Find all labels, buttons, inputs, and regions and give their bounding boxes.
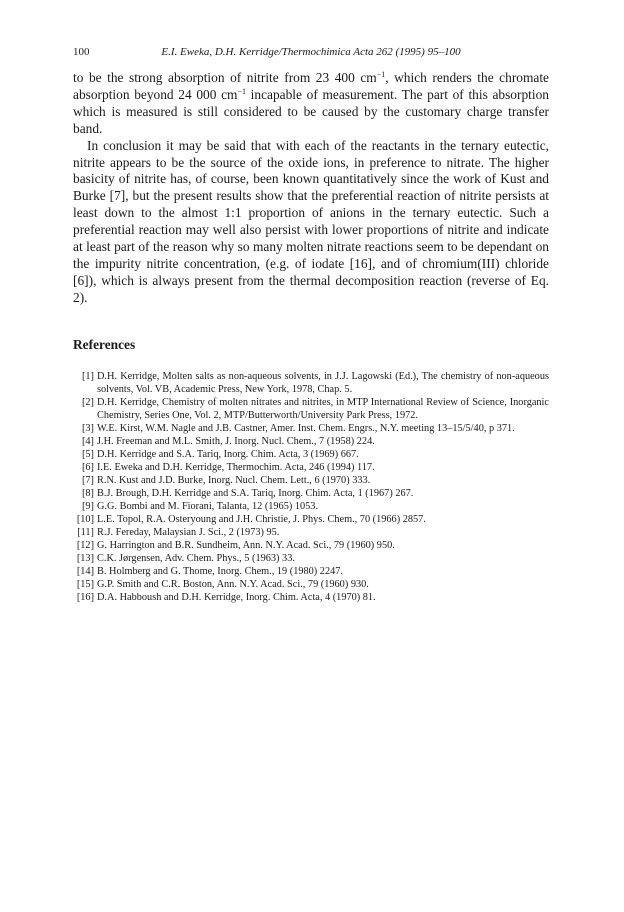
reference-number: [1] (81, 371, 94, 382)
reference-number: [2] (81, 397, 94, 408)
reference-item (73, 539, 549, 552)
reference-number: [6] (81, 462, 94, 473)
reference-item (73, 370, 549, 396)
reference-item (73, 474, 549, 487)
reference-text: I.E. Eweka and D.H. Kerridge, Thermochim. Acta, 246 (1994) 117. (97, 462, 375, 473)
running-header (73, 46, 549, 60)
reference-text: L.E. Topol, R.A. Osteryoung and J.H. Christie, J. Phys. Chem., 70 (1966) 2857. (97, 514, 426, 525)
reference-text: G.G. Bombi and M. Fiorani, Talanta, 12 (1965) 1053. (97, 501, 319, 512)
reference-text: C.K. Jørgensen, Adv. Chem. Phys., 5 (1963) 33. (97, 553, 295, 564)
reference-item (73, 591, 549, 604)
reference-item (73, 565, 549, 578)
paragraph-1-part-a: to be the strong absorption of nitrite from 23 400 cm (73, 70, 377, 85)
reference-text: R.J. Fereday, Malaysian J. Sci., 2 (1973) 95. (97, 527, 280, 538)
reference-number: [14] (76, 566, 94, 577)
reference-text: B.J. Brough, D.H. Kerridge and S.A. Tariq, Inorg. Chim. Acta, 1 (1967) 267. (97, 488, 414, 499)
reference-text: W.E. Kirst, W.M. Nagle and J.B. Castner, Amer. Inst. Chem. Engrs., N.Y. meeting 13–15/5/40, p 371. (97, 423, 515, 434)
reference-list (73, 370, 549, 604)
reference-number: [12] (76, 540, 94, 551)
reference-number: [4] (81, 436, 94, 447)
superscript-minus-one: −1 (237, 86, 246, 96)
reference-text: D.H. Kerridge, Chemistry of molten nitrates and nitrites, in MTP International Review of Science, Inorganic Chemistry, Series One, Vol. 2, MTP/Butterworth/University Park Press, 1972. (97, 397, 549, 421)
reference-item (73, 513, 549, 526)
reference-number: [10] (76, 514, 94, 525)
reference-number: [11] (77, 527, 94, 538)
reference-text: R.N. Kust and J.D. Burke, Inorg. Nucl. Chem. Lett., 6 (1970) 333. (97, 475, 371, 486)
reference-text: B. Holmberg and G. Thome, Inorg. Chem., 19 (1980) 2247. (97, 566, 343, 577)
reference-item (73, 552, 549, 565)
reference-text: G.P. Smith and C.R. Boston, Ann. N.Y. Acad. Sci., 79 (1960) 930. (97, 579, 369, 590)
page-number: 100 (73, 46, 90, 58)
reference-text: J.H. Freeman and M.L. Smith, J. Inorg. Nucl. Chem., 7 (1958) 224. (97, 436, 375, 447)
reference-item (73, 526, 549, 539)
reference-text: D.A. Habboush and D.H. Kerridge, Inorg. Chim. Acta, 4 (1970) 81. (97, 592, 376, 603)
reference-number: [7] (81, 475, 94, 486)
paragraph-1 (73, 70, 549, 138)
reference-item (73, 435, 549, 448)
paragraph-2: In conclusion it may be said that with each of the reactants in the ternary eutectic, nitrite appears to be the source of the oxide ions, in preference to nitrate. The higher basicity of nitrite has, of course, been known quantitatively since the work of Kust and Burke [7], but the present results show that the preferential reaction of nitrite persists at least down to the almost 1:1 proportion of anions in the ternary eutectic. Such a preferential reaction may well also persist with lower proportions of nitrite and indicate at least part of the reason why so many molten nitrate reactions seem to be dependant on the impurity nitrite concentration, (e.g. of iodate [16], and of chromium(III) chloride [6]), which is always present from the thermal decomposition reaction (reverse of Eq. 2). (73, 137, 549, 305)
reference-item (73, 500, 549, 513)
reference-item (73, 448, 549, 461)
reference-item (73, 461, 549, 474)
reference-text: D.H. Kerridge, Molten salts as non-aqueous solvents, in J.J. Lagowski (Ed.), The chemistry of non-aqueous solvents, Vol. VB, Academic Press, New York, 1978, Chap. 5. (97, 371, 549, 395)
reference-number: [5] (81, 449, 94, 460)
superscript-minus-one: −1 (376, 70, 386, 79)
body-text (73, 70, 549, 307)
reference-number: [3] (81, 423, 94, 434)
reference-item (73, 487, 549, 500)
reference-item (73, 422, 549, 435)
reference-item (73, 578, 549, 591)
paragraph-1-part-c: incapable of measurement. The part of this absorption which is measured is still considered to be caused by the customary charge transfer band. (73, 86, 549, 136)
reference-text: G. Harrington and B.R. Sundheim, Ann. N.Y. Acad. Sci., 79 (1960) 950. (97, 540, 395, 551)
reference-number: [9] (81, 501, 94, 512)
reference-number: [8] (81, 488, 94, 499)
paragraph-1-part-b: , which renders the chromate absorption beyond 24 000 cm (73, 70, 550, 102)
references-heading: References (73, 337, 136, 352)
reference-item (73, 396, 549, 422)
reference-number: [16] (76, 592, 94, 603)
reference-text: D.H. Kerridge and S.A. Tariq, Inorg. Chim. Acta, 3 (1969) 667. (97, 449, 359, 460)
reference-number: [13] (76, 553, 94, 564)
running-title: E.I. Eweka, D.H. Kerridge/Thermochimica Acta 262 (1995) 95–100 (161, 46, 461, 58)
reference-number: [15] (76, 579, 94, 590)
